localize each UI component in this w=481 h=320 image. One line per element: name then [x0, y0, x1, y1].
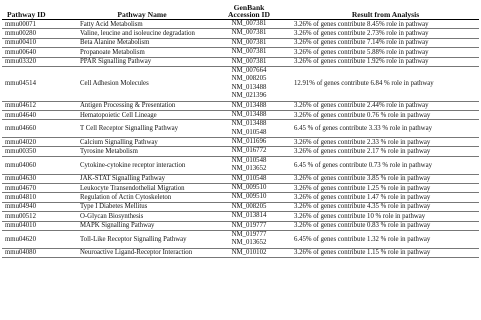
accession-id: NM_008205: [231, 75, 267, 83]
pathway-id-cell: mmu04612: [2, 101, 78, 110]
result-cell: 3.26% of genes contribute 2.44% role in pathway: [292, 101, 479, 110]
table-row: [2, 174, 479, 183]
table-header-row: [2, 1, 479, 20]
pathway-id-cell: mmu00071: [2, 20, 78, 29]
result-cell: 3.26% of genes contribute 1.15 % role in pathway: [292, 248, 479, 257]
accession-cell: [206, 248, 292, 257]
result-cell: 3.26% of genes contribute 1.92% role in pathway: [292, 57, 479, 66]
table-row: [2, 48, 479, 57]
pathway-name-cell: Hematopoietic Cell Lineage: [78, 110, 206, 119]
accession-cell: [206, 138, 292, 147]
table-row: [2, 156, 479, 174]
pathway-name-cell: O-Glycan Biosynthesis: [78, 212, 206, 221]
pathway-id-cell: mmu04010: [2, 221, 78, 230]
accession-cell: [206, 202, 292, 211]
accession-id: NM_010102: [231, 248, 267, 256]
accession-cell: [206, 120, 292, 138]
pathway-id-cell: mmu04620: [2, 230, 78, 248]
pathway-name-cell: Beta Alanine Metabolism: [78, 38, 206, 47]
pathway-name-cell: Fatty Acid Metabolism: [78, 20, 206, 29]
pathway-id-cell: mmu04660: [2, 120, 78, 138]
pathway-id-cell: mmu04810: [2, 193, 78, 202]
table-row: [2, 110, 479, 119]
pathway-name-cell: Toll-Like Receptor Signalling Pathway: [78, 230, 206, 248]
accession-id: NM_019777: [231, 221, 267, 229]
header-genbank-line1: GenBank: [233, 2, 265, 12]
accession-cell: [206, 29, 292, 38]
pathway-name-cell: Leukocyte Transendothelial Migration: [78, 184, 206, 193]
table-row: [2, 147, 479, 156]
accession-id: NM_019777: [231, 230, 267, 238]
result-cell: 3.26% of genes contribute 8.45% role in pathway: [292, 20, 479, 29]
table-row: [2, 202, 479, 211]
accession-id: NM_008205: [231, 202, 267, 210]
header-result: Result from Analysis: [292, 1, 479, 20]
accession-id: NM_016772: [231, 147, 267, 155]
accession-id: NM_013488: [231, 110, 267, 118]
accession-id: NM_007381: [231, 48, 267, 56]
accession-id: NM_010548: [231, 174, 267, 182]
result-cell: 3.26% of genes contribute 1.47 % role in pathway: [292, 193, 479, 202]
table-row: [2, 184, 479, 193]
table-row: [2, 230, 479, 248]
table-row: [2, 57, 479, 66]
accession-id: NM_007381: [231, 57, 267, 65]
accession-id: NM_010548: [231, 156, 267, 164]
accession-cell: [206, 212, 292, 221]
result-cell: 12.91% of genes contribute 6.84 % role in pathway: [292, 66, 479, 101]
table-row: [2, 120, 479, 138]
pathway-name-cell: MAPK Signalling Pathway: [78, 221, 206, 230]
accession-cell: [206, 110, 292, 119]
result-cell: 3.26% of genes contribute 2.73% role in pathway: [292, 29, 479, 38]
accession-id: NM_013652: [231, 239, 267, 247]
table-row: [2, 29, 479, 38]
pathway-table: [2, 1, 479, 258]
accession-id: NM_007664: [231, 66, 267, 74]
header-genbank-accession: [206, 1, 292, 20]
result-cell: 3.26% of genes contribute 1.25 % role in pathway: [292, 184, 479, 193]
table-row: [2, 138, 479, 147]
accession-id: NM_007381: [231, 38, 267, 46]
result-cell: 3.26% of genes contribute 7.14% role in pathway: [292, 38, 479, 47]
pathway-id-cell: mmu03320: [2, 57, 78, 66]
header-pathway-name: Pathway Name: [78, 1, 206, 20]
pathway-name-cell: Cell Adhesion Molecules: [78, 66, 206, 101]
pathway-id-cell: mmu00410: [2, 38, 78, 47]
pathway-id-cell: mmu04670: [2, 184, 78, 193]
result-cell: 6.45 % of genes contribute 0.73 % role in pathway: [292, 156, 479, 174]
accession-id: NM_011696: [231, 138, 267, 146]
accession-cell: [206, 48, 292, 57]
table-row: [2, 101, 479, 110]
table-row: [2, 38, 479, 47]
result-cell: 3.26% of genes contribute 2.33 % role in pathway: [292, 138, 479, 147]
table-row: [2, 66, 479, 101]
pathway-id-cell: mmu04514: [2, 66, 78, 101]
pathway-id-cell: mmu04640: [2, 110, 78, 119]
result-cell: 3.26% of genes contribute 3.85 % role in pathway: [292, 174, 479, 183]
accession-id: NM_013488: [231, 101, 267, 109]
result-cell: 3.26% of genes contribute 4.35 % role in pathway: [292, 202, 479, 211]
accession-cell: [206, 221, 292, 230]
pathway-id-cell: mmu00280: [2, 29, 78, 38]
pathway-id-cell: mmu04020: [2, 138, 78, 147]
result-cell: 6.45 % of genes contribute 3.33 % role in pathway: [292, 120, 479, 138]
accession-id: NM_013488: [231, 83, 267, 91]
pathway-name-cell: Calcium Signalling Pathway: [78, 138, 206, 147]
pathway-id-cell: mmu04940: [2, 202, 78, 211]
pathway-name-cell: JAK-STAT Signalling Pathway: [78, 174, 206, 183]
accession-cell: [206, 193, 292, 202]
table-row: [2, 20, 479, 29]
accession-cell: [206, 147, 292, 156]
accession-id: NM_010548: [231, 128, 267, 136]
accession-cell: [206, 230, 292, 248]
accession-id: NM_009510: [231, 184, 267, 192]
accession-id: NM_009510: [231, 193, 267, 201]
accession-cell: [206, 156, 292, 174]
pathway-name-cell: T Cell Receptor Signalling Pathway: [78, 120, 206, 138]
result-cell: 3.26% of genes contribute 0.83 % role in pathway: [292, 221, 479, 230]
header-genbank-line2: Accession ID: [228, 10, 270, 20]
result-cell: 3.26% of genes contribute 2.17 % role in pathway: [292, 147, 479, 156]
pathway-name-cell: Type I Diabetes Mellitus: [78, 202, 206, 211]
pathway-name-cell: Tyrosine Metabolism: [78, 147, 206, 156]
accession-id: NM_021396: [231, 92, 267, 100]
table-row: [2, 212, 479, 221]
accession-cell: [206, 66, 292, 101]
result-cell: 3.26% of genes contribute 0.76 % role in pathway: [292, 110, 479, 119]
accession-cell: [206, 184, 292, 193]
pathway-id-cell: mmu04060: [2, 156, 78, 174]
header-pathway-id: Pathway ID: [2, 1, 78, 20]
pathway-id-cell: mmu04080: [2, 248, 78, 257]
accession-cell: [206, 57, 292, 66]
pathway-name-cell: Cytokine-cytokine receptor interaction: [78, 156, 206, 174]
pathway-id-cell: mmu00350: [2, 147, 78, 156]
pathway-name-cell: PPAR Signalling Pathway: [78, 57, 206, 66]
accession-id: NM_007381: [231, 29, 267, 37]
pathway-id-cell: mmu00640: [2, 48, 78, 57]
pathway-name-cell: Neuroactive Ligand-Receptor Interaction: [78, 248, 206, 257]
accession-id: NM_013652: [231, 165, 267, 173]
table-body: [2, 20, 479, 258]
pathway-name-cell: Propanoate Metabolism: [78, 48, 206, 57]
accession-cell: [206, 20, 292, 29]
pathway-name-cell: Valine, leucine and isoleucine degradation: [78, 29, 206, 38]
result-cell: 6.45% of genes contribute 1.32 % role in pathway: [292, 230, 479, 248]
pathway-id-cell: mmu04630: [2, 174, 78, 183]
pathway-name-cell: Regulation of Actin Cytoskeleton: [78, 193, 206, 202]
table-row: [2, 221, 479, 230]
table-row: [2, 193, 479, 202]
accession-id: NM_013488: [231, 120, 267, 128]
accession-cell: [206, 174, 292, 183]
pathway-name-cell: Antigen Processing & Presentation: [78, 101, 206, 110]
result-cell: 3.26% of genes contribute 10 % role in pathway: [292, 212, 479, 221]
accession-cell: [206, 101, 292, 110]
table-row: [2, 248, 479, 257]
accession-id: NM_007381: [231, 20, 267, 27]
result-cell: 3.26% of genes contribute 5.88% role in pathway: [292, 48, 479, 57]
accession-id: NM_013814: [231, 212, 267, 220]
accession-cell: [206, 38, 292, 47]
pathway-id-cell: mmu00512: [2, 212, 78, 221]
